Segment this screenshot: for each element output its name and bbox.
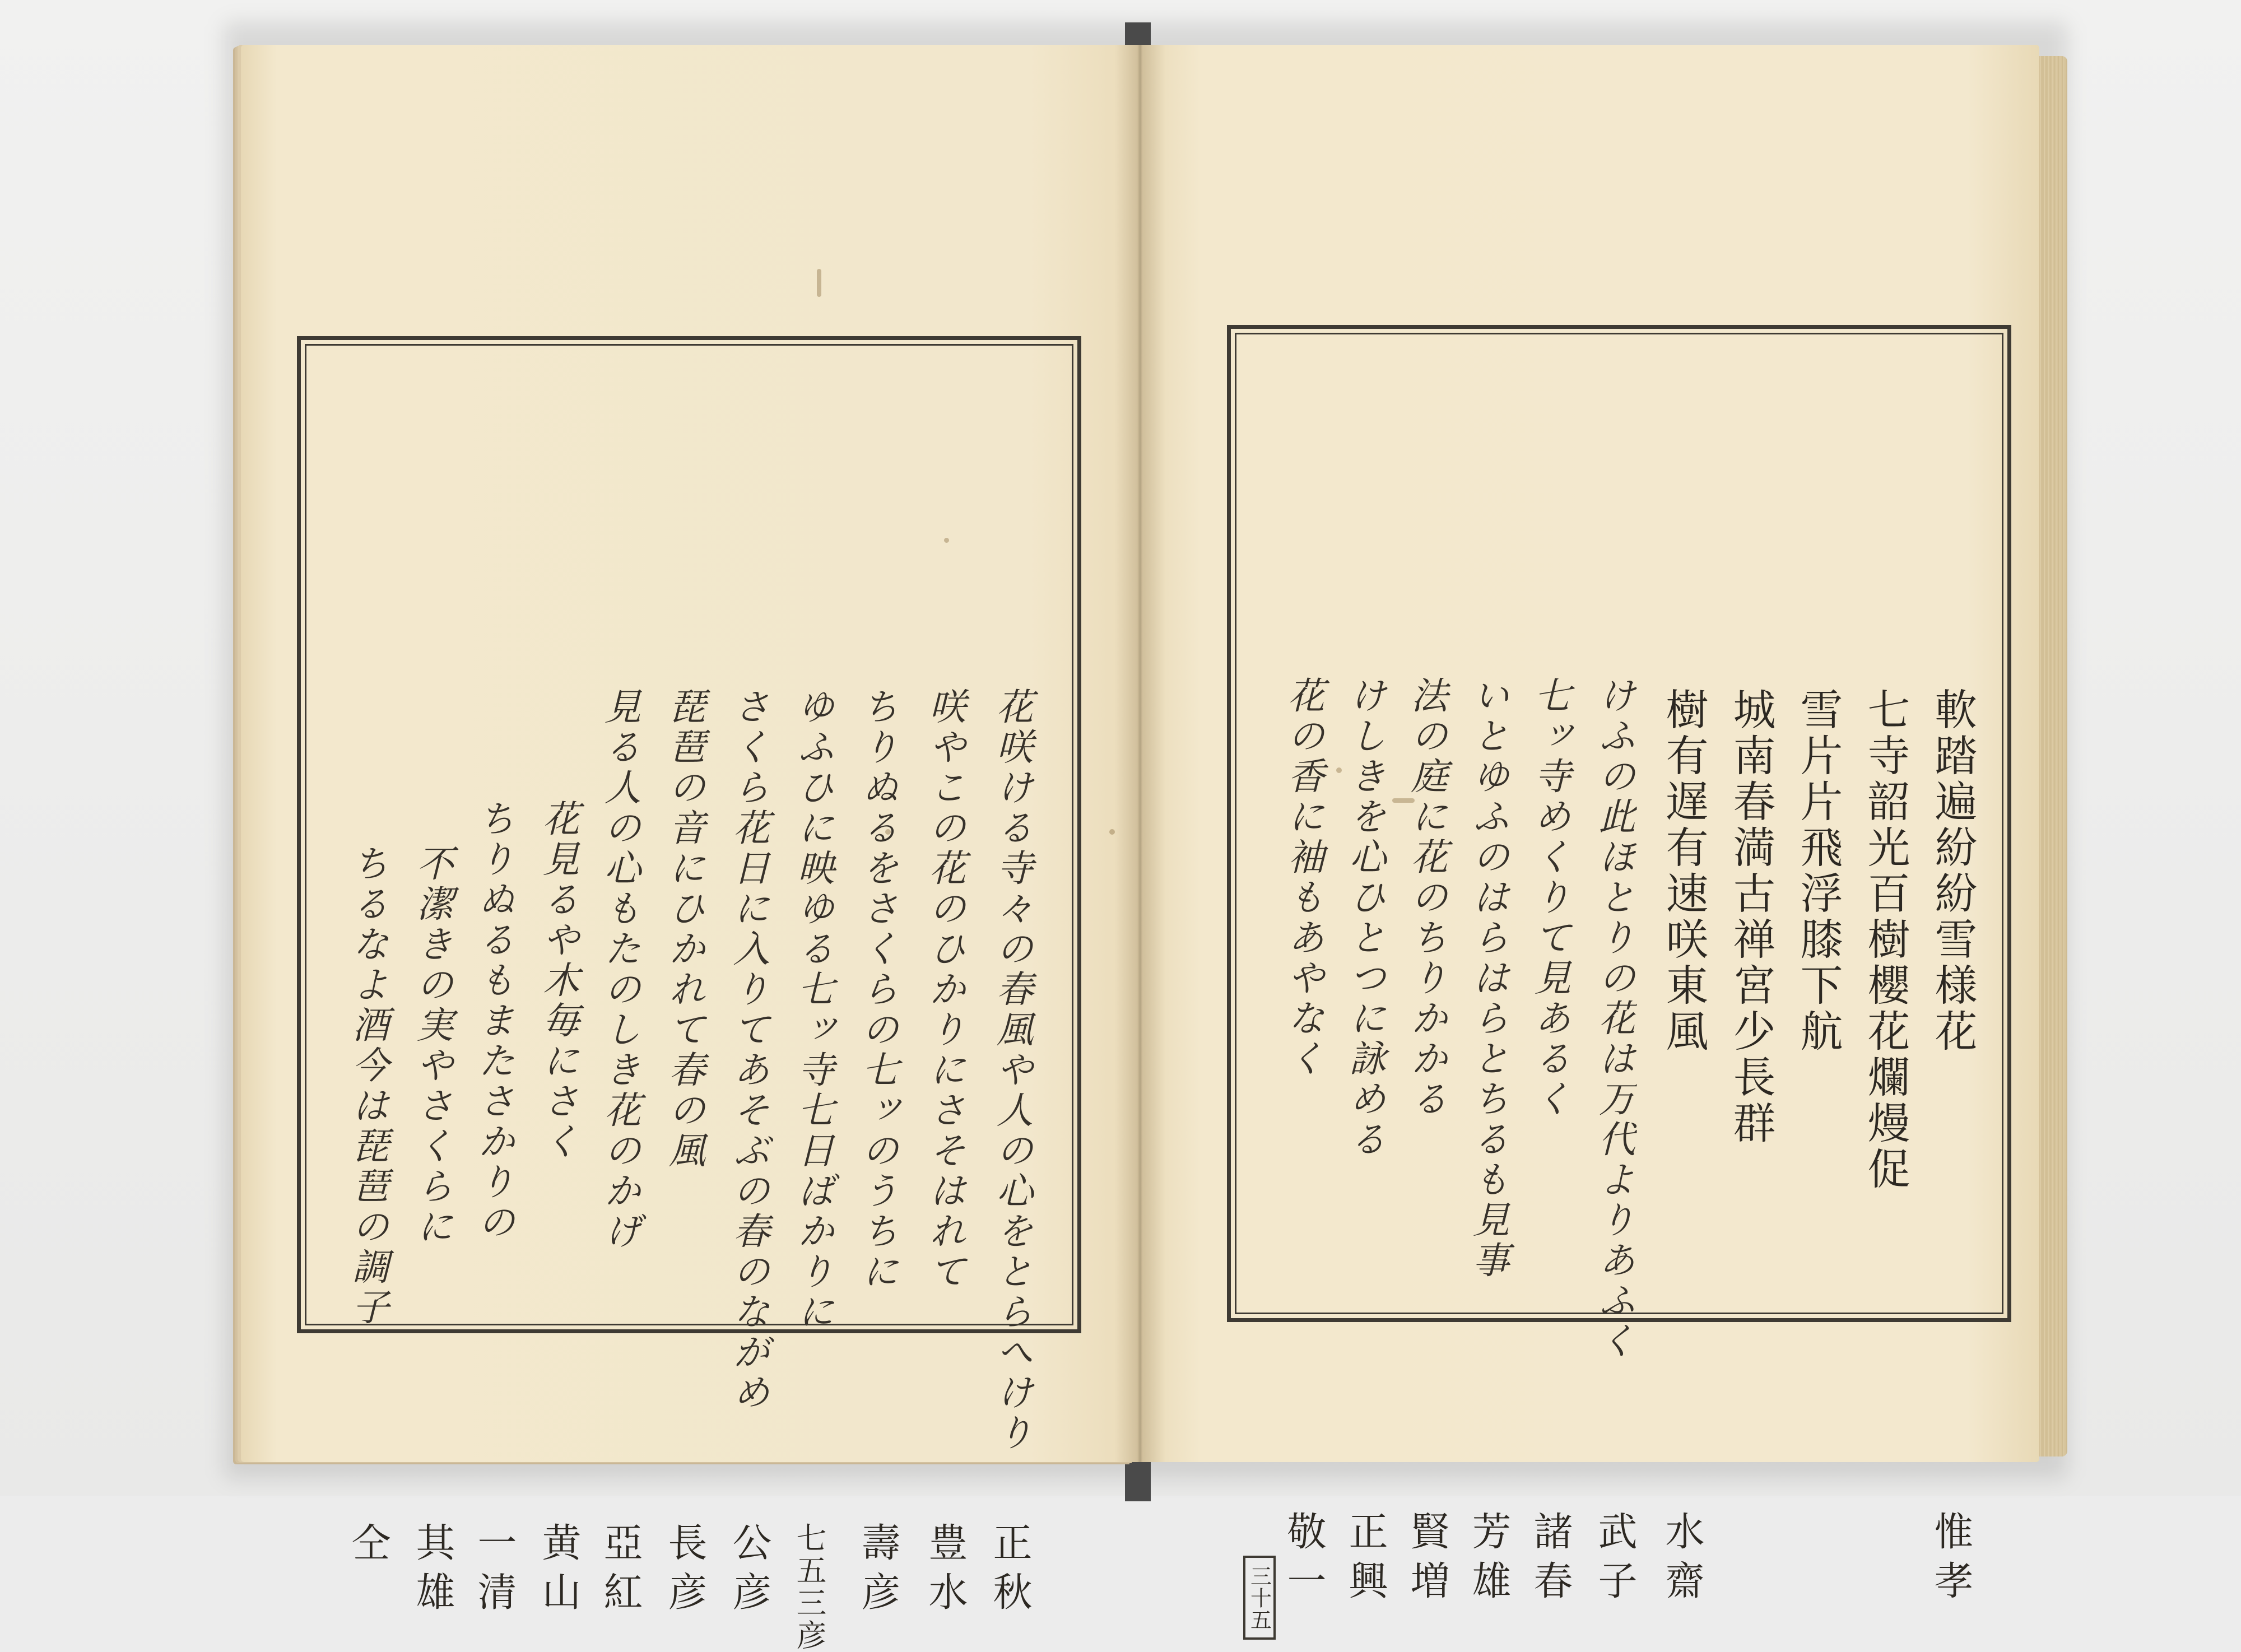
- paper-stain: [817, 269, 821, 297]
- poet-name: 諸春: [1527, 1511, 1573, 1609]
- poet-name: 敬一: [1281, 1511, 1327, 1609]
- poet-name: 正秋: [987, 1522, 1033, 1621]
- poem-column: 花咲ける寺々の春風や人の心をとらへけり: [990, 687, 1033, 1454]
- poem-column: 花見るや木毎にさく: [536, 799, 579, 1162]
- poet-name: 仝: [345, 1522, 391, 1571]
- open-book: [230, 22, 2067, 1652]
- poem-column: いとゆふのはらはらとちるも見事: [1466, 676, 1509, 1281]
- verse-column: 七寺韶光百樹櫻花爛熳促: [1861, 687, 1910, 1193]
- poem-column: 見る人の心もたのしき花のかげ: [598, 687, 641, 1252]
- left-text-frame: [297, 336, 1081, 1652]
- poet-name: 黄山: [536, 1522, 582, 1621]
- binding-strap-bottom: [1125, 1462, 1151, 1501]
- verse-column: 雪片片飛浮膝下航: [1793, 687, 1843, 1055]
- poem-column: けしきを心ひとつに詠める: [1343, 676, 1386, 1160]
- poem-column: ちるなよ酒今は琵琶の調子: [346, 844, 389, 1328]
- poet-name: 豊水: [922, 1522, 968, 1621]
- right-page: [1137, 45, 2039, 1631]
- paper-stain: [1109, 829, 1115, 835]
- poet-name: 水齋: [1659, 1511, 1705, 1609]
- poet-name: 惟孝: [1928, 1511, 1974, 1609]
- poet-name: 正興: [1342, 1511, 1388, 1609]
- poem-column: ちりぬるもまたさかりの: [472, 799, 515, 1243]
- poem-column: 咲やこの花のひかりにさそはれて: [923, 687, 966, 1292]
- verse-column: 軟踏遍紛紛雪様花: [1928, 687, 1978, 1055]
- poet-name: 一清: [471, 1522, 517, 1621]
- poet-name: 亞紅: [597, 1522, 643, 1621]
- poet-name: 賢増: [1404, 1511, 1450, 1609]
- poem-column: 不潔きの実やさくらに: [410, 844, 453, 1248]
- poem-column: 法の庭に花のちりかかる: [1405, 676, 1448, 1120]
- poet-name: 七五三彦: [792, 1522, 827, 1652]
- poet-name: 壽彦: [855, 1522, 901, 1621]
- verse-column: 樹有遅有速咲東風: [1659, 687, 1709, 1055]
- poet-name: 長彦: [662, 1522, 708, 1621]
- poet-name: 芳雄: [1466, 1511, 1512, 1609]
- right-text-frame: [1227, 325, 2011, 1631]
- folio-number: 三十五: [1243, 1556, 1276, 1640]
- poem-column: 琵琶の音にひかれて春の風: [662, 687, 705, 1171]
- poem-column: 七ッ寺めくりて見あるく: [1528, 676, 1571, 1120]
- poem-column: 花の香に袖もあやなく: [1281, 676, 1324, 1079]
- poem-column: ゆふひに映ゆる七ッ寺七日ばかりに: [791, 687, 834, 1333]
- poem-column: けふの此ほとりの花は万代よりあふく: [1592, 676, 1635, 1362]
- poem-column: ちりぬるをさくらの七ッのうちに: [856, 687, 899, 1292]
- poem-column: さくら花日に入りてあそぶの春のながめ: [727, 687, 770, 1413]
- poet-name: 武子: [1592, 1511, 1638, 1609]
- poet-name: 其雄: [410, 1522, 455, 1621]
- poet-name: 公彦: [726, 1522, 772, 1621]
- verse-column: 城南春満古禅宮少長群: [1726, 687, 1776, 1147]
- book-gutter: [1115, 45, 1165, 1462]
- left-page: [241, 45, 1137, 1652]
